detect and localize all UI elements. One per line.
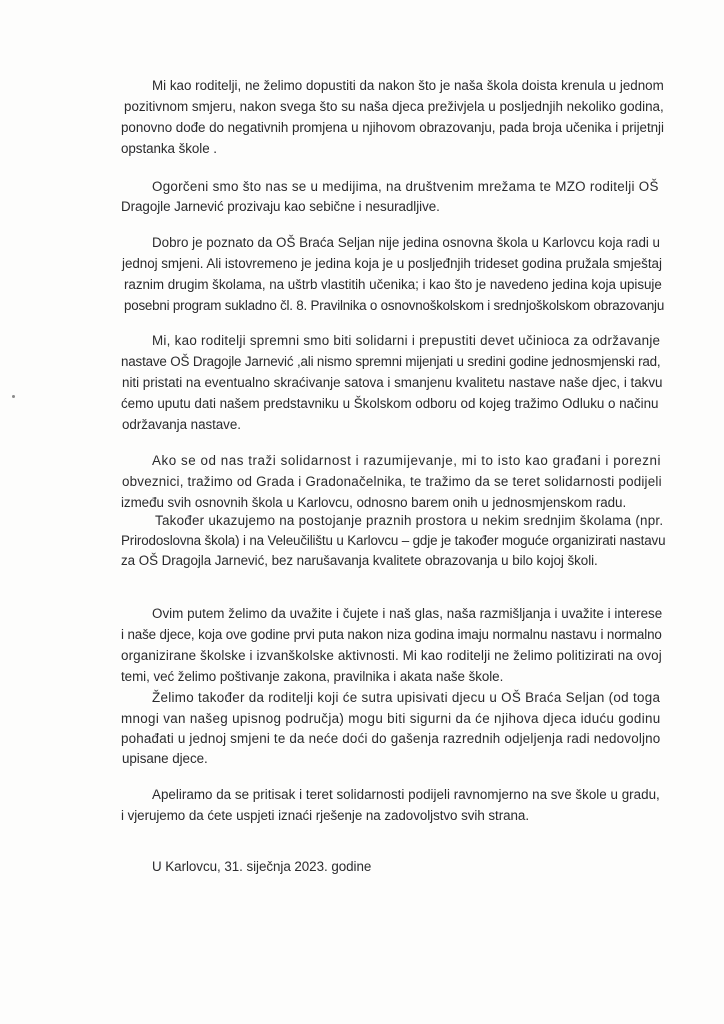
p1-line-4: opstanka škole . <box>121 141 217 156</box>
p6-line-7: pohađati u jednoj smjeni te da neće doći do gašenja razrednih odjeljenja radi nedovoljno <box>121 731 661 746</box>
p4-line-4: ćemo uputu dati našem predstavniku u Školskom odboru od kojeg tražimo Odluku o načinu <box>121 396 659 411</box>
p2-line-2: Dragojle Jarnević prozivaju kao sebične i nesuradljive. <box>121 199 440 214</box>
p7-line-1: Apeliramo da se pritisak i teret solidarnosti podijeli ravnomjerno na sve škole u gradu, <box>152 787 660 802</box>
p6-line-6: mnogi van našeg upisnog područja) mogu biti sigurni da će njihova djeca iduću godinu <box>121 711 661 726</box>
p5-line-4: Također ukazujemo na postojanje praznih prostora u nekim srednjim školama (npr. <box>155 513 664 528</box>
p4-line-1: Mi, kao roditelji spremni smo biti solidarni i prepustiti devet učinioca za održavanje <box>152 333 661 348</box>
p4-line-5: održavanja nastave. <box>122 417 241 432</box>
p1-line-3: ponovno dođe do negativnih promjena u njihovom obrazovanju, pada broja učenika i prijetnji <box>121 120 664 135</box>
p5-line-2: obveznici, tražimo od Grada i Gradonačelnika, te tražimo da se teret solidarnosti podijeli <box>122 474 662 489</box>
place-date-line: U Karlovcu, 31. siječnja 2023. godine <box>152 859 372 874</box>
p1-line-1: Mi kao roditelji, ne želimo dopustiti da nakon što je naša škola doista krenula u jednom <box>152 78 664 93</box>
p4-line-3: niti pristati na eventualno skraćivanje satova i smanjenu kvalitetu nastave naše djec, i takvu <box>122 375 663 390</box>
p2-line-1: Ogorčeni smo što nas se u medijima, na društvenim mrežama te MZO roditelji OŠ <box>152 179 659 194</box>
p6-line-8: upisane djece. <box>122 751 208 766</box>
p4-line-2: nastave OŠ Dragojle Jarnević ,ali nismo spremni mijenjati u sredini godine jednosmjenski rad, <box>121 354 661 369</box>
scan-speck <box>12 395 15 398</box>
p5-line-3: između svih osnovnih škola u Karlovcu, odnosno barem onih u jednosmjenskom radu. <box>121 495 627 510</box>
p5-line-6: za OŠ Dragojla Jarnević, bez narušavanja kvalitete obrazovanja u bilo kojoj školi. <box>121 553 598 568</box>
p3-line-3: raznim drugim školama, na uštrb vlastitih učenika; i kao što je navedeno jedina koja upisuje <box>124 277 662 292</box>
p6-line-1: Ovim putem želimo da uvažite i čujete i naš glas, naša razmišljanja i uvažite i interese <box>152 606 663 621</box>
p1-line-2: pozitivnom smjeru, nakon svega što su naša djeca preživjela u posljednjih nekoliko godina, <box>124 99 664 114</box>
p3-line-4: posebni program sukladno čl. 8. Pravilnika o osnovnoškolskom i srednjoškolskom obrazovanju <box>124 298 665 313</box>
p5-line-1: Ako se od nas traži solidarnost i razumijevanje, mi to isto kao građani i porezni <box>152 453 661 468</box>
p3-line-2: jednoj smjeni. Ali istovremeno je jedina koja je u posljeđnjih trideset godina pružala smještaj <box>122 256 662 271</box>
p6-line-4: temi, već želimo poštivanje zakona, pravilnika i akata naše škole. <box>121 669 504 684</box>
p7-line-2: i vjerujemo da ćete uspjeti iznaći rješenje na zadovoljstvo svih strana. <box>121 808 529 823</box>
p6-line-2: i naše djece, koja ove godine prvi puta nakon niza godina imaju normalnu nastavu i normalno <box>121 627 662 642</box>
p5-line-5: Prirodoslovna škola) i na Veleučilištu u Karlovcu – gdje je također moguće organizirati nastavu <box>121 533 666 548</box>
p6-line-3: organizirane školske i izvanškolske aktivnosti. Mi kao roditelji ne želimo politizirati na ovoj <box>121 648 662 663</box>
p6-line-5: Želimo također da roditelji koji će sutra upisivati djecu u OŠ Braća Seljan (od toga <box>152 690 661 705</box>
p3-line-1: Dobro je poznato da OŠ Braća Seljan nije jedina osnovna škola u Karlovcu koja radi u <box>152 235 660 250</box>
